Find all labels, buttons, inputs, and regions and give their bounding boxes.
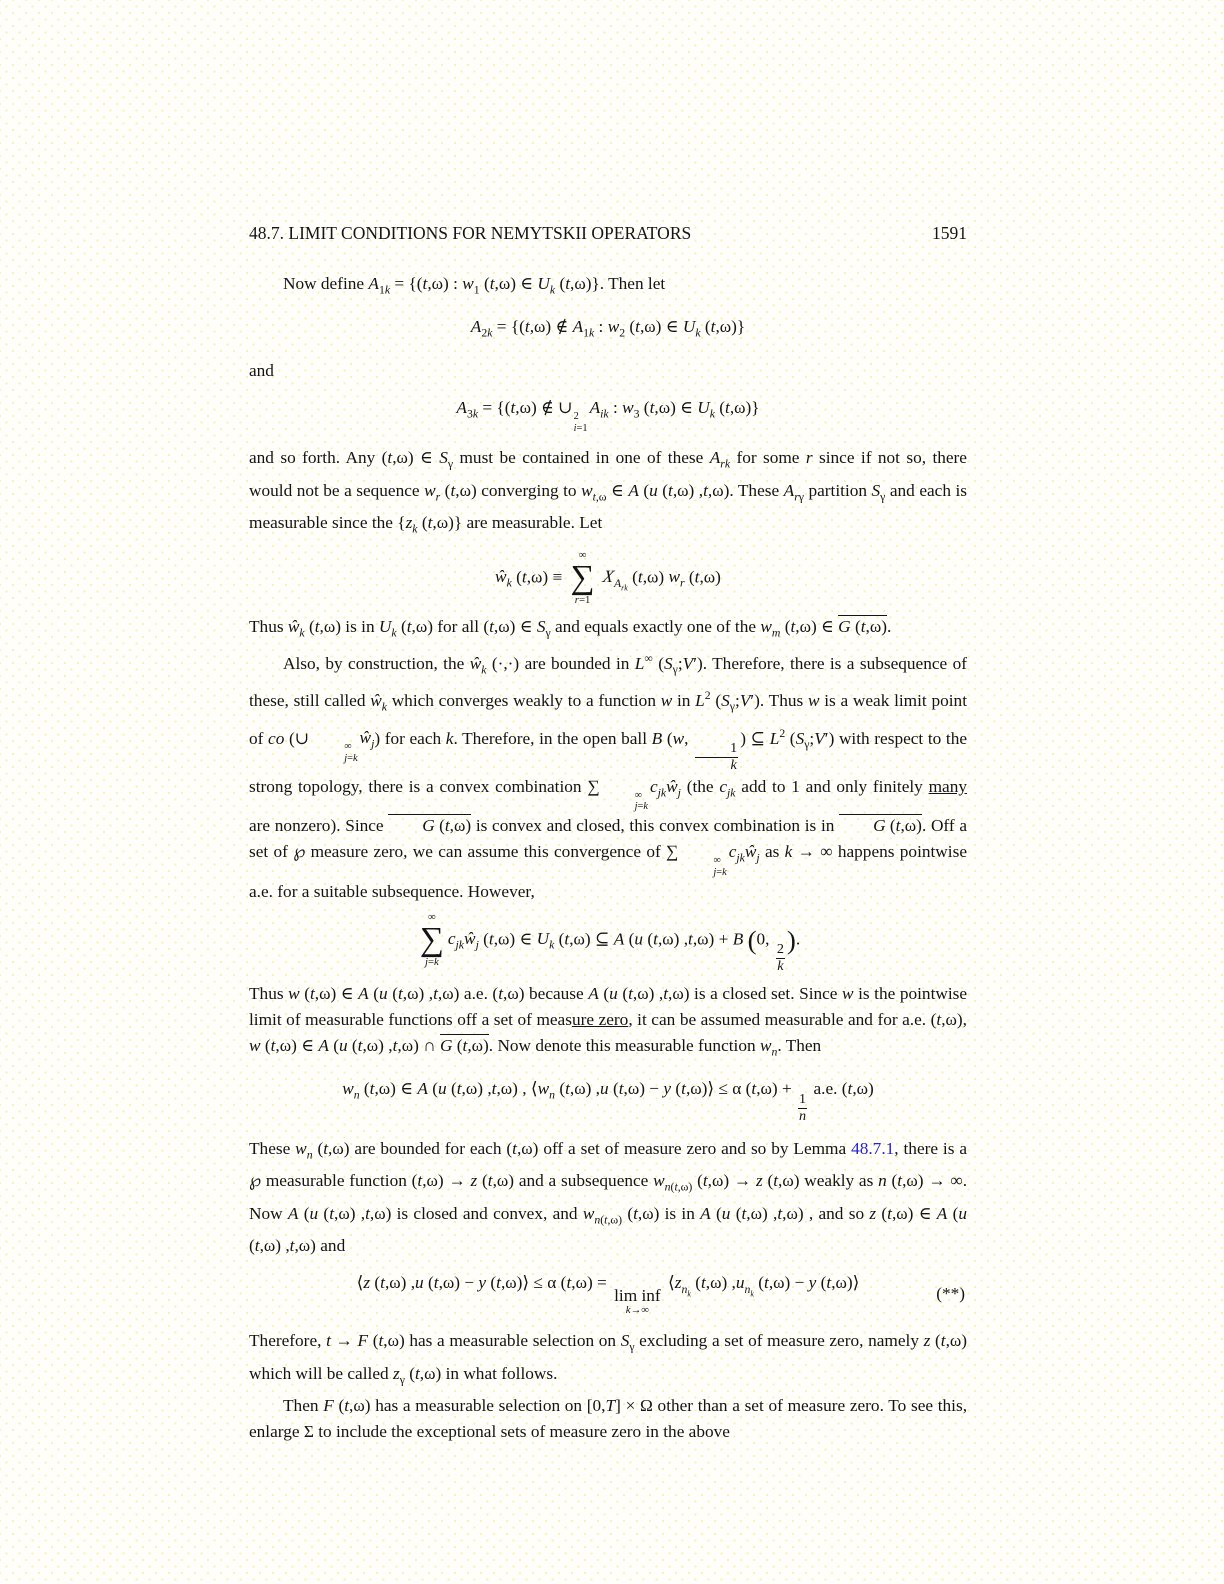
paragraph-thus-w: Thus w (t,ω) ∈ A (u (t,ω) ,t,ω) a.e. (t,ω) because A (u (t,ω) ,t,ω) is a closed set. Since w is the pointwise limit of measurable functions off a set of measure zero, it can be assumed measurable and for a.e. (t,ω), w (t,ω) ∈ A (u (t,ω) ,t,ω) ∩ G (t,ω). Now denote this measurable function $w_n$. Then [249,983,968,1059]
paragraph-then-f: Then F (t,ω) has a measurable selection on [0,T] × Ω other than a set of measure zero. To see this, enlarge Σ to include the exceptional sets of measure zero in the above [249,1395,968,1441]
equation-liminf-body: ⟨z (t,ω) ,u (t,ω) − y (t,ω)⟩ ≤ α (t,ω) = lim inf k→∞ $⟨z_{n_k}$ (t,ω) $,u_{n_k}$ (t,ω) − y (t,ω)⟩ [356,1273,860,1317]
lemma-ref-link[interactable]: 48.7.1 [851,1138,895,1158]
equation-wn-inequality: $w_n$ (t,ω) ∈ A (u (t,ω) ,t,ω) , $⟨w_n$ (t,ω) ,u (t,ω) − y (t,ω)⟩ ≤ α (t,ω) + $\frac{1}{n}$ a.e. (t,ω) [342,1079,874,1124]
paragraph-these-wn: These $w_n$ (t,ω) are bounded for each (t,ω) off a set of measure zero and so by Lemma 48.7.1, there is a ℘ measurable function (t,ω) → z (t,ω) and a subsequence $w_{n(t,\omega)}$ (t,ω) → z (t,ω) weakly as n (t,ω) → ∞. Now A (u (t,ω) ,t,ω) is closed and convex, and $w_{n(t,\omega)}$ (t,ω) is in A (u (t,ω) ,t,ω) , and so z (t,ω) ∈ A (u (t,ω) ,t,ω) and [249,1138,968,1256]
paragraph-and-so-forth: and so forth. Any (t,ω) ∈ $S_\gamma$ must be contained in one of these $A_{rk}$ for some r since if not so, there would not be a sequence $w_r$ (t,ω) converging to $w_{t,\omega}$ ∈ A (u (t,ω) ,t,ω). These $A_{r\gamma}$ partition $S_\gamma$ and each is measurable since the {$z_k$ (t,ω)} are measurable. Let [249,448,967,536]
equation-liminf [249,1270,967,1317]
paragraph-and: and [249,360,274,380]
section-title: 48.7. LIMIT CONDITIONS FOR NEMYTSKII OPERATORS [249,223,692,243]
paragraph-also-by-construction: Also, by construction, the $ŵ_k$ (·,·) are bounded in L∞ $(S_\gamma;V')$. Therefore, there is a subsequence of these, still called $ŵ_k$ which converges weakly to a function w in $L^2$ $(S_\gamma;V')$. Thus w is a weak limit point of co (∪ ∞ j=k $ŵ_j$) for each k. Therefore, in the open ball B (w, $\frac{1}{k}$ ) ⊆ $L^2$ $(S_\gamma;V')$ with respect to the strong topology, there is a convex combination ∑ ∞ j=k $c_{jk}ŵ_j$ (the $c_{jk}$ add to 1 and only finitely many are nonzero). Since G (t,ω) is convex and closed, this convex combination is in G (t,ω). Off a set of ℘ measure zero, we can assume this convergence of ∑ ∞ j=k $c_{jk}ŵ_j$ as k → ∞ happens pointwise a.e. for a suitable subsequence. However, [249,652,968,901]
page-body [249,271,967,1445]
paragraph-now-define: Now define $A_{1k} = \{(t,\omega)$ : $w_1$ (t,ω) ∈ $U_k$ (t,ω)}. Then let [283,274,666,297]
paragraph-therefore-selection: Therefore, t → F (t,ω) has a measurable selection on $S_\gamma$ excluding a set of measure zero, namely z (t,ω) which will be called $z_\gamma$ (t,ω) in what follows. [249,1331,968,1386]
equation-wk-hat-sum: $ŵ_k$ (t,ω) ≡ ∞ ∑ r=1 $X_{A_{rk}}$ (t,ω) $w_r$ (t,ω) [495,548,721,607]
equation-convex-combination: ∞ ∑ j=k $c_{jk}ŵ_j$ (t,ω) ∈ $U_k$ (t,ω) ⊆ A (u (t,ω) ,t,ω) + B (0, $\frac{2}{k}$ ). [419,910,801,974]
page-number: 1591 [932,223,967,243]
page-header [249,223,967,244]
paragraph-thus-wk-hat: Thus $ŵ_k$ (t,ω) is in $U_k$ (t,ω) for all (t,ω) ∈ $S_\gamma$ and equals exactly one of the $w_m$ (t,ω) ∈ G (t,ω). [249,616,892,640]
equation-a2k: $A_{2k} = \{(t,\omega)$ ∉ $A_{1k}$ : $w_2$ (t,ω) ∈ $U_k$ (t,ω)} [470,317,746,340]
text-block [249,223,967,1445]
equation-a3k: $A_{3k} = \{(t,\omega)$ ∉ ∪ 2 i=1 $A_{ik}$ : $w_3$ (t,ω) ∈ $U_k$ (t,ω)} [456,397,760,434]
equation-tag: (**) [936,1283,965,1303]
